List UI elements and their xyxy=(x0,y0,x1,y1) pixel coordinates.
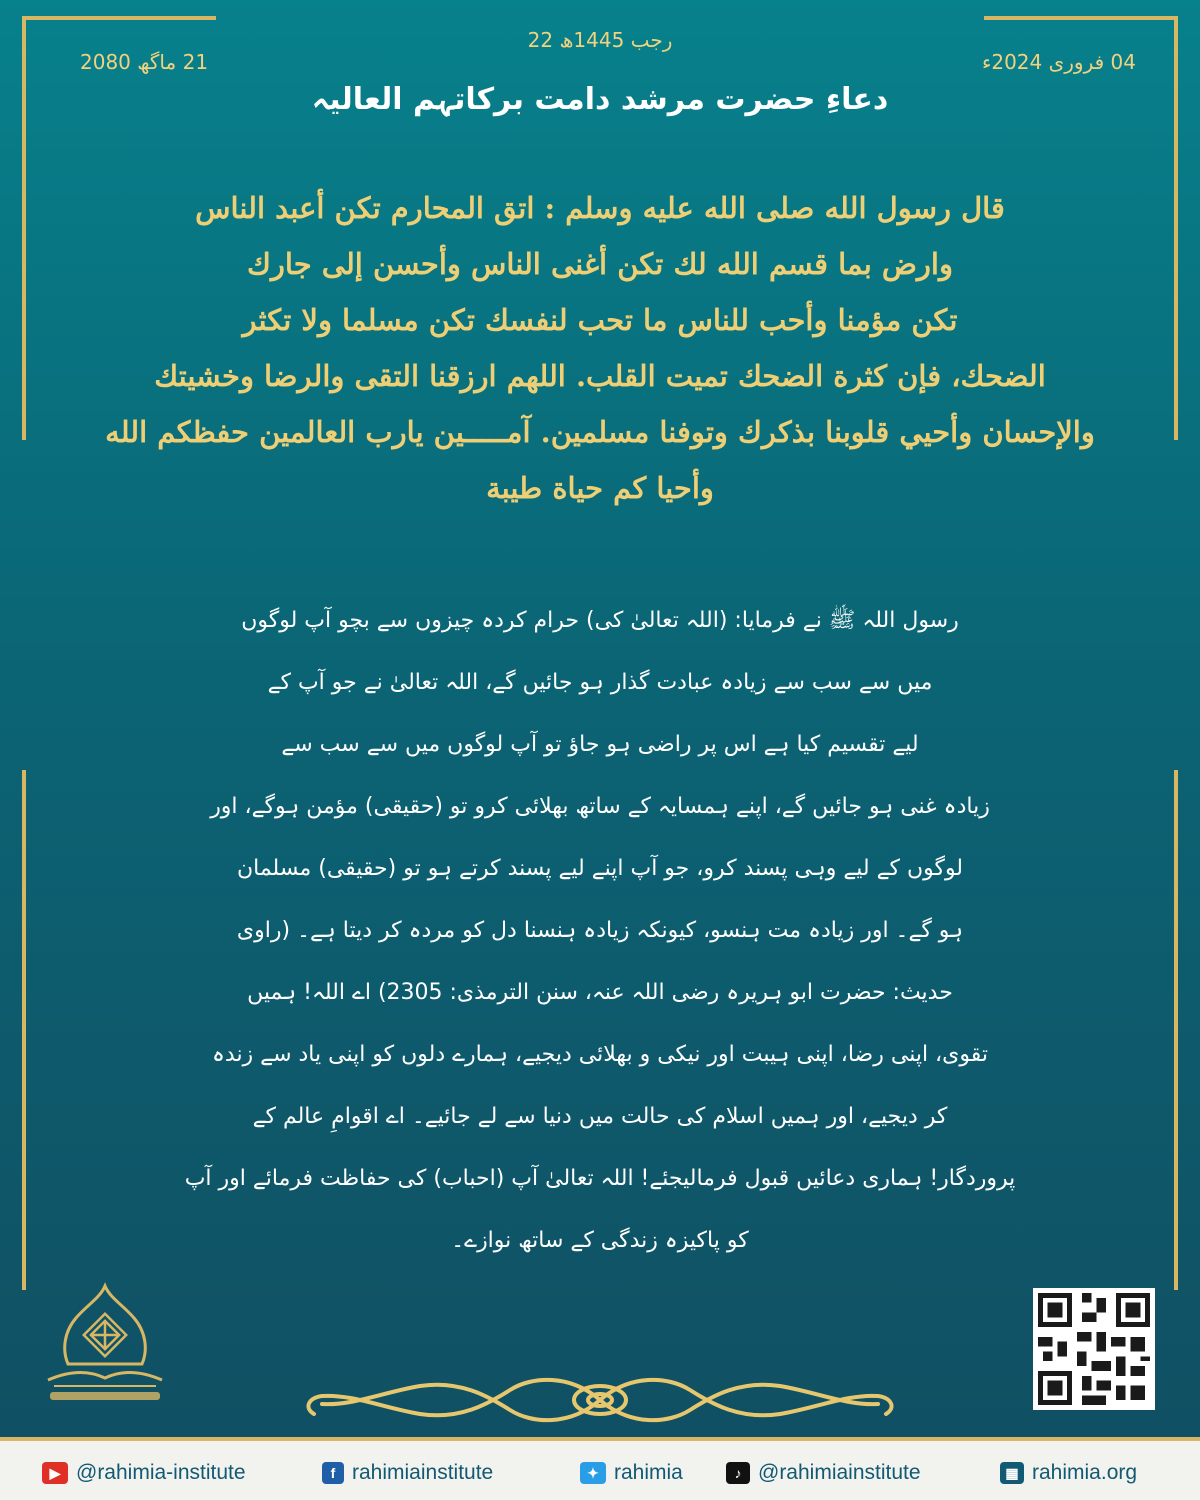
frame-side-bottom-right xyxy=(1164,770,1178,1290)
urdu-line: کر دیجیے، اور ہمیں اسلام کی حالت میں دنیا سے لے جائیے۔ اے اقوامِ عالم کے xyxy=(252,1104,948,1129)
arabic-line: والإحسان وأحيي قلوبنا بذكرك وتوفنا مسلمين. آمـــــين يارب العالمين حفظكم الله xyxy=(105,415,1095,449)
urdu-line: رسول اللہ ﷺ نے فرمایا: (اللہ تعالیٰ کی) حرام کردہ چیزوں سے بچو آپ لوگوں xyxy=(241,608,959,633)
youtube-link[interactable] xyxy=(42,1459,246,1487)
facebook-link[interactable] xyxy=(322,1459,493,1487)
youtube-icon: ▶ xyxy=(42,1462,68,1484)
facebook-icon: f xyxy=(322,1462,344,1484)
urdu-line: تقوی، اپنی رضا، اپنی ہیبت اور نیکی و بھلائی دیجیے، ہمارے دلوں کو اپنی یاد سے زندہ xyxy=(212,1042,988,1067)
gold-ornament xyxy=(300,1368,900,1432)
urdu-line: لیے تقسیم کیا ہے اس پر راضی ہو جاؤ تو آپ لوگوں میں سے سب سے xyxy=(281,732,919,757)
qr-icon: ▦ xyxy=(1000,1462,1024,1484)
urdu-translation xyxy=(130,590,1070,1272)
rahimia-logo xyxy=(40,1280,170,1420)
page-title: دعاءِ حضرت مرشد دامت برکاتہم العالیہ xyxy=(311,82,889,117)
arabic-line: الضحك، فإن كثرة الضحك تميت القلب. اللهم ارزقنا التقى والرضا وخشيتك xyxy=(154,359,1046,393)
twitter-handle: rahimia xyxy=(614,1461,683,1484)
youtube-handle: @rahimia-institute xyxy=(76,1461,246,1484)
twitter-icon: ✦ xyxy=(580,1462,606,1484)
bikrami-date: 21 ماگھ 2080 xyxy=(80,50,209,74)
arabic-hadith xyxy=(80,180,1120,516)
tiktok-icon: ♪ xyxy=(726,1462,750,1484)
hijri-date: 22 رجب 1445ھ xyxy=(527,28,673,52)
urdu-line: پروردگار! ہماری دعائیں قبول فرمالیجئے! اللہ تعالیٰ آپ (احباب) کی حفاظت فرمائے اور آپ xyxy=(184,1166,1016,1191)
tiktok-handle: @rahimiainstitute xyxy=(758,1461,921,1484)
urdu-line: حدیث: حضرت ابو ہریرہ رضی اللہ عنہ، سنن الترمذی: 2305) اے اللہ! ہمیں xyxy=(247,980,953,1005)
social-footer xyxy=(0,1437,1200,1500)
urdu-line: کو پاکیزہ زندگی کے ساتھ نوازے۔ xyxy=(451,1228,749,1253)
frame-side-bottom-left xyxy=(22,770,36,1290)
arabic-line: وارض بما قسم الله لك تكن أغنى الناس وأحسن إلى جارك xyxy=(247,247,953,281)
qr-code[interactable] xyxy=(1033,1288,1155,1410)
twitter-link[interactable] xyxy=(580,1459,683,1487)
gregorian-date: 04 فروری 2024ء xyxy=(981,50,1136,74)
urdu-line: لوگوں کے لیے وہی پسند کرو، جو آپ اپنے لیے پسند کرتے ہو تو (حقیقی) مسلمان xyxy=(236,856,964,881)
website-url: rahimia.org xyxy=(1032,1461,1138,1484)
urdu-line: میں سے سب سے زیادہ عبادت گذار ہو جائیں گے، اللہ تعالیٰ نے جو آپ کے xyxy=(267,670,933,695)
facebook-handle: rahimiainstitute xyxy=(352,1461,494,1484)
website-link[interactable] xyxy=(1000,1459,1137,1487)
tiktok-link[interactable] xyxy=(726,1459,921,1487)
arabic-line: قال رسول الله صلى الله عليه وسلم : اتق المحارم تكن أعبد الناس xyxy=(195,191,1005,225)
arabic-line: وأحيا كم حياة طيبة xyxy=(486,471,714,505)
urdu-line: ہو گے۔ اور زیادہ مت ہنسو، کیونکہ زیادہ ہنسنا دل کو مردہ کر دیتا ہے۔ (راوی xyxy=(236,918,964,943)
urdu-line: زیادہ غنی ہو جائیں گے، اپنے ہمسایہ کے ساتھ بھلائی کرو تو (حقیقی) مؤمن ہوگے، اور xyxy=(210,794,990,819)
arabic-line: تكن مؤمنا وأحب للناس ما تحب لنفسك تكن مسلما ولا تكثر xyxy=(242,303,958,337)
